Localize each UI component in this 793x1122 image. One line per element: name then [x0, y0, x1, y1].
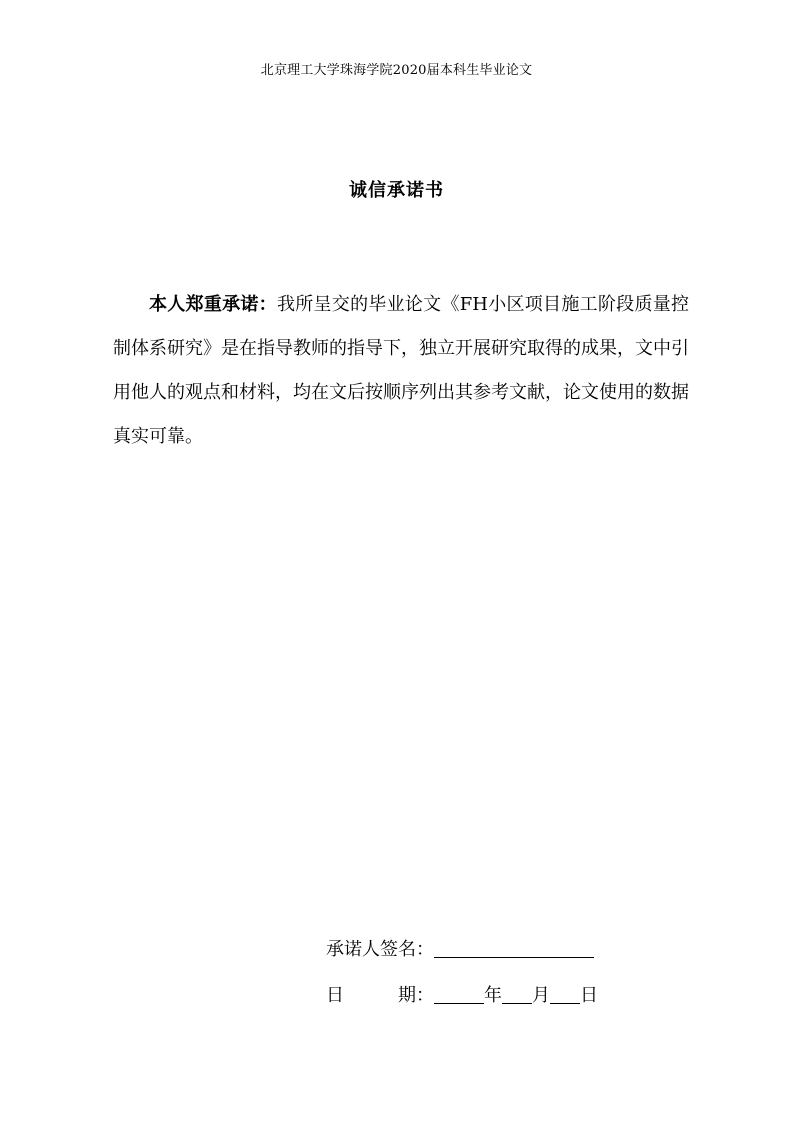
day-label: 日	[580, 985, 598, 1006]
page-header: 北京理工大学珠海学院2020届本科生毕业论文	[260, 63, 533, 78]
pledge-text: 我所呈交的毕业论文《FH小区项目施工阶段质量控制体系研究》是在指导教师的指导下，独立开展研究取得的成果，文中引用他人的观点和材料，均在文后按顺序列出其参考文献，论文使用的数据真实可靠。	[113, 294, 689, 447]
signature-block	[326, 935, 626, 1027]
signature-label: 承诺人签名：	[326, 939, 434, 960]
date-label-second: 期：	[398, 985, 434, 1006]
date-row	[326, 981, 626, 1027]
day-line[interactable]	[550, 981, 580, 1004]
pledge-lead: 本人郑重承诺：	[149, 294, 277, 315]
year-line[interactable]	[434, 981, 484, 1004]
month-line[interactable]	[502, 981, 532, 1004]
month-label: 月	[532, 985, 550, 1006]
date-label-first: 日	[326, 985, 344, 1006]
signature-row	[326, 935, 626, 981]
signature-line[interactable]	[434, 935, 594, 958]
pledge-paragraph	[113, 283, 689, 459]
document-title: 诚信承诺书	[349, 180, 444, 201]
year-label: 年	[484, 985, 502, 1006]
